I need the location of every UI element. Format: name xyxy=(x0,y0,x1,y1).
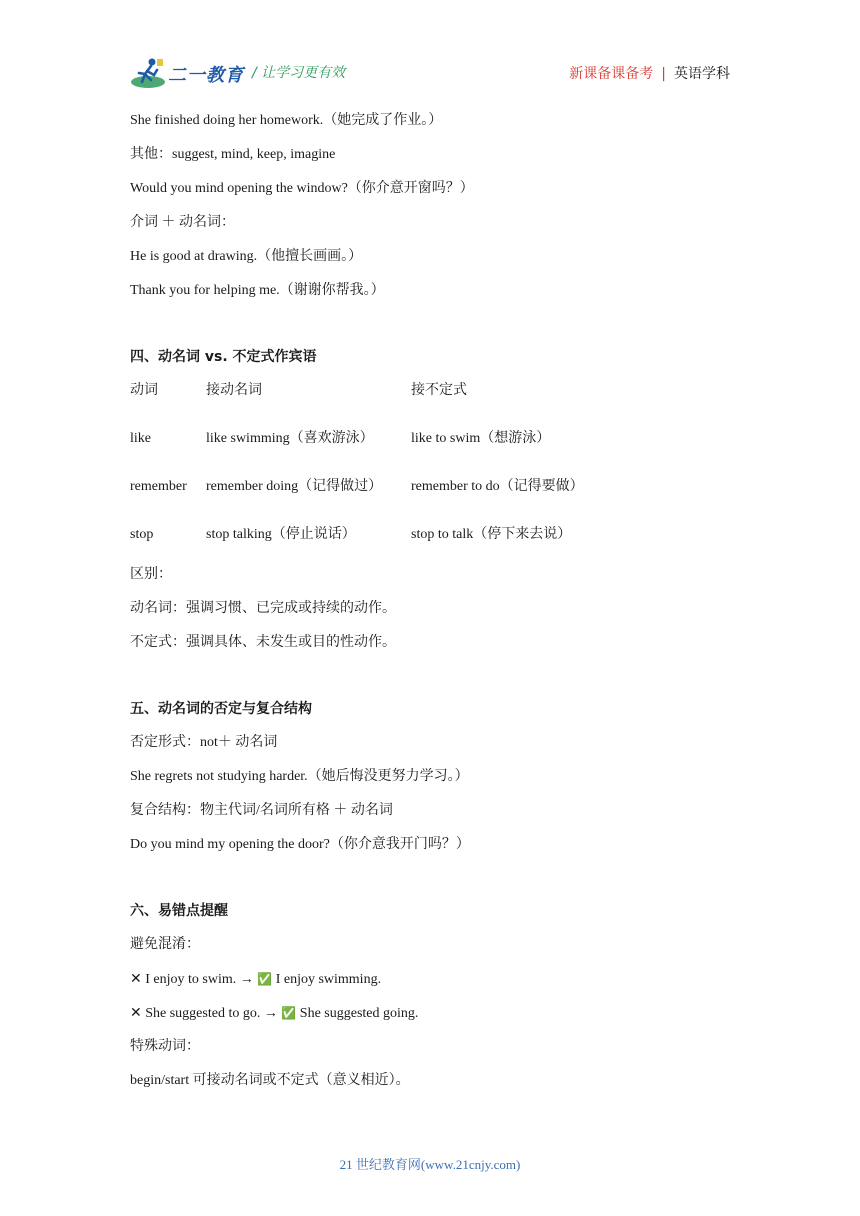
text-line: 避免混淆： xyxy=(130,937,200,952)
page-header xyxy=(130,56,730,92)
document-body xyxy=(130,110,750,1104)
table-cell: remember to do（记得要做） xyxy=(411,479,584,494)
text-line: Do you mind my opening the door?（你介意我开门吗？） xyxy=(130,837,470,852)
text-line: 其他：suggest, mind, keep, imagine xyxy=(130,147,336,162)
text-line: 复合结构：物主代词/名词所有格 ＋ 动名词 xyxy=(130,803,393,818)
section-heading: 四、动名词 vs. 不定式作宾语 xyxy=(130,349,317,365)
page-footer: 21 世纪教育网(www.21cnjy.com) xyxy=(339,1157,521,1172)
right-example: She suggested going. xyxy=(299,1006,419,1021)
table-row xyxy=(130,428,750,476)
wrong-mark-icon: ✕ xyxy=(130,1005,142,1021)
table-cell: like swimming（喜欢游泳） xyxy=(206,431,374,446)
logo-text: 二一教育 xyxy=(168,65,244,86)
table-cell: like to swim（想游泳） xyxy=(411,431,551,446)
header-separator: | xyxy=(661,66,666,82)
right-example: I enjoy swimming. xyxy=(275,972,382,987)
text-line: Would you mind opening the window?（你介意开窗吗？） xyxy=(130,181,474,196)
text-line: 区别： xyxy=(130,567,172,582)
text-line: 不定式：强调具体、未发生或目的性动作。 xyxy=(130,635,396,650)
wrong-example: I enjoy to swim. xyxy=(145,972,237,987)
table-cell: remember doing（记得做过） xyxy=(206,479,383,494)
arrow-icon: → xyxy=(263,1006,278,1021)
table-header-cell: 动词 xyxy=(130,383,158,398)
table-cell: stop xyxy=(130,527,154,542)
wrong-mark-icon: ✕ xyxy=(130,971,142,987)
header-course-label: 新课备课备考 xyxy=(569,66,654,82)
table-row xyxy=(130,476,750,524)
table-cell: like xyxy=(130,431,151,446)
text-line: She regrets not studying harder.（她后悔没更努力学习。） xyxy=(130,769,469,784)
text-line: 介词 ＋ 动名词： xyxy=(130,215,235,230)
table-cell: stop to talk（停下来去说） xyxy=(411,527,572,542)
table-header-cell: 接不定式 xyxy=(411,383,467,398)
text-line: 特殊动词： xyxy=(130,1039,200,1054)
text-line: She finished doing her homework.（她完成了作业。） xyxy=(130,113,443,128)
header-subject-label: 英语学科 xyxy=(674,66,730,82)
runner-logo-icon xyxy=(130,56,166,90)
text-line: 否定形式：not＋ 动名词 xyxy=(130,735,278,750)
text-line: 动名词：强调习惯、已完成或持续的动作。 xyxy=(130,601,396,616)
table-header-cell: 接动名词 xyxy=(206,383,262,398)
text-line: begin/start 可接动名词或不定式（意义相近）。 xyxy=(130,1073,410,1088)
arrow-icon: → xyxy=(239,972,254,987)
logo xyxy=(130,56,250,90)
mistake-line xyxy=(130,1002,750,1036)
wrong-example: She suggested to go. xyxy=(145,1006,261,1021)
header-right xyxy=(569,63,730,83)
check-mark-icon: ✅ xyxy=(257,972,273,986)
comparison-table xyxy=(130,380,750,564)
table-cell: remember xyxy=(130,479,187,494)
text-line: He is good at drawing.（他擅长画画。） xyxy=(130,249,363,264)
table-header-row xyxy=(130,380,750,428)
table-cell: stop talking（停止说话） xyxy=(206,527,356,542)
mistake-line xyxy=(130,968,750,1002)
check-mark-icon: ✅ xyxy=(281,1006,297,1020)
slogan: / 让学习更有效 xyxy=(252,65,346,81)
section-heading: 六、易错点提醒 xyxy=(130,903,228,919)
section-heading: 五、动名词的否定与复合结构 xyxy=(130,701,312,717)
text-line: Thank you for helping me.（谢谢你帮我。） xyxy=(130,283,385,298)
table-row xyxy=(130,524,750,564)
